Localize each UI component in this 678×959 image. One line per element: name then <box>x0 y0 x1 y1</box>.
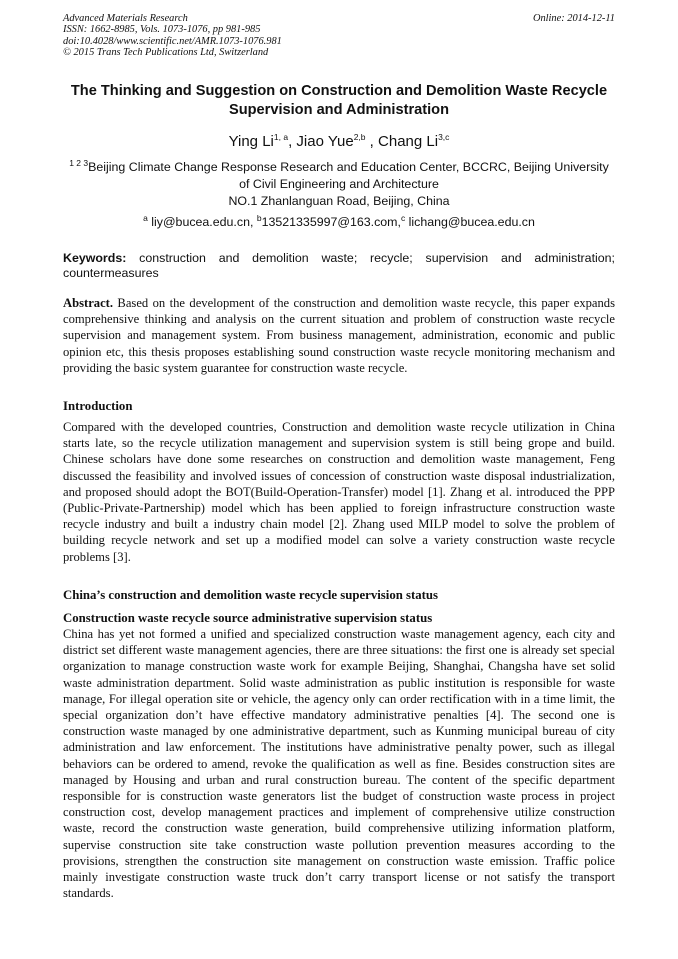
abstract <box>63 295 615 376</box>
author-sup: 2,b <box>353 132 366 142</box>
email-sup: a <box>143 212 148 223</box>
author-name: Jiao Yue <box>296 133 354 150</box>
issn-line: ISSN: 1662-8985, Vols. 1073-1076, pp 981-985 <box>63 24 261 36</box>
introduction-paragraph: Compared with the developed countries, Construction and demolition waste recycle utilization in China starts late, so the recycle utilization management and supervision system is still being grope and build. Chinese scholars have done some researches on construction and demolition waste management, Feng discussed the feasibility and involved issues of concession of construction waste disposal industrialization, and proposed should adopt the BOT(Build-Operation-Transfer) model [1]. Zhang et al. introduced the PPP (Public-Private-Partnership) model which has been applied to foreign infrastructure construction waste recycle industry and built a industry chain model [2]. Zhang used MILP model to solve the problem of building recycle network and set up a modified model can solve a variety construction waste recycle problems [3]. <box>63 420 615 564</box>
affiliation <box>63 159 615 193</box>
address: NO.1 Zhanlanguan Road, Beijing, China <box>228 194 450 208</box>
abstract-label: Abstract. <box>63 296 114 310</box>
section-heading-status: China’s construction and demolition waste recycle supervision status <box>63 588 439 602</box>
email-line <box>63 214 615 230</box>
journal-name: Advanced Materials Research <box>63 13 188 24</box>
keywords-label: Keywords: <box>63 251 127 265</box>
author-separator: , <box>365 133 379 150</box>
journal-header <box>63 13 615 59</box>
source-paragraph: China has yet not formed a unified and specialized construction waste management agency, each city and district set different waste management agencies, there are three situations: the first one is already set special organization to manage construction waste work for example Beijing, Shanghai, Changsha have set solid waste administration department. Solid waste administration as public institution is responsible for waste manage, For illegal operation site or vehicle, the agency only can order rectification with in a time limit, the special organization don’t have effective mandatory administrative penalties [4]. The second one is construction waste managed by one administrative department, such as Kunming municipal bureau of city administration and law enforcement. The institutions have administrative penalty power, such as illegal behaviors can be ordered to amend, revoke the qualification as well as fine. Besides construction sites are managed by Housing and urban and rural construction bureau. The content of the specific department responsible for is construction waste generators list the budget of construction waste process in project construction cost, develop management practices and implement of comprehensive utilize construction waste, record the construction waste generation, build comprehensive utilizing information platform, supervise construction site take construction waste pollution prevention measures according to the provisions, strengthen the construction site management on construction waste emission. Traffic police mainly investigate construction waste truck don’t carry transport license or not satisfy the transport standards. <box>63 627 615 901</box>
keywords-text: construction and demolition waste; recycle; supervision and administration; countermeasures <box>63 251 615 280</box>
author-separator: , <box>288 133 297 150</box>
author-sup: 1, a <box>273 132 289 142</box>
email-sup: b <box>256 212 262 223</box>
abstract-text: Based on the development of the construction and demolition waste recycle, this paper expands comprehensive thinking and analysis on the current situation and problem of construction waste recycle supervision and management system. From business management, administration, economic and public opinion etc, this thesis proposes establishing sound construction waste recycle monitoring mechanism and providing the basic system guarantee for construction waste recycle. <box>63 296 615 375</box>
keywords <box>63 251 615 281</box>
author-sup: 3,c <box>438 132 450 142</box>
copyright-line: © 2015 Trans Tech Publications Ltd, Switzerland <box>63 47 269 59</box>
affiliation-sup: 1 2 3 <box>69 157 89 168</box>
online-date: Online: 2014-12-11 <box>532 13 615 24</box>
email-link[interactable]: lichang@bucea.edu.cn <box>405 215 535 229</box>
author-list <box>50 133 628 151</box>
subsection-heading-source: Construction waste recycle source administrative supervision status <box>63 611 433 625</box>
paper-title: The Thinking and Suggestion on Construction and Demolition Waste Recycle Supervision and Administration <box>70 83 608 118</box>
email-link[interactable]: 13521335997@163.com, <box>261 215 401 229</box>
author-name: Ying Li <box>228 133 274 150</box>
section-heading-introduction: Introduction <box>63 399 133 413</box>
doi-line[interactable]: doi:10.4028/www.scientific.net/AMR.1073-1076.981 <box>63 35 282 47</box>
email-sup: c <box>400 212 406 223</box>
email-link[interactable]: liy@bucea.edu.cn, <box>147 215 257 229</box>
affiliation-text: Beijing Climate Change Response Research and Education Center, BCCRC, Beijing University of Civil Engineering and Architecture <box>88 160 609 191</box>
author-name: Chang Li <box>378 133 439 150</box>
